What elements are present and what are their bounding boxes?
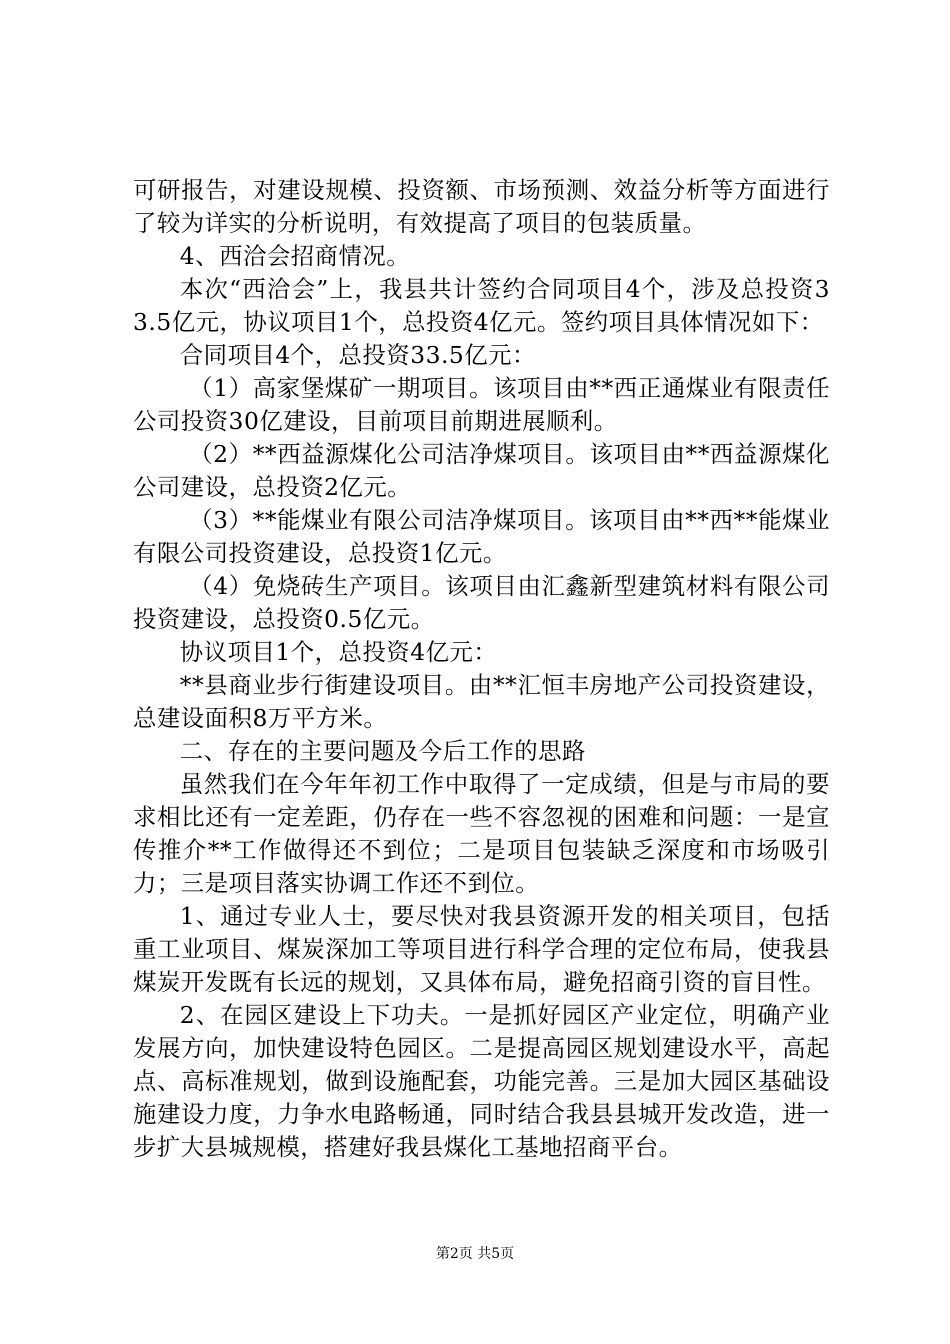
- paragraph-fair-summary: 本次“西洽会”上，我县共计签约合同项目4个，涉及总投资33.5亿元，协议项目1个，总投资4亿元。签约项目具体情况如下：: [133, 275, 830, 336]
- paragraph-measure-1: 1、通过专业人士，要尽快对我县资源开发的相关项目，包括重工业项目、煤炭深加工等项目进行科学合理的定位布局，使我县煤炭开发既有长远的规划，又具体布局，避免招商引资的盲目性。: [133, 902, 830, 996]
- paragraph-pedestrian-street: **县商业步行街建设项目。由**汇恒丰房地产公司投资建设，总建设面积8万平方米。: [133, 671, 830, 732]
- paragraph-contract-projects: 合同项目4个，总投资33.5亿元：: [179, 341, 536, 369]
- page-number-footer: 第2页 共5页: [435, 1246, 515, 1262]
- heading-western-fair-investment: 4、西洽会招商情况。: [179, 242, 411, 270]
- paragraph-problems: 虽然我们在今年年初工作中取得了一定成绩，但是与市局的要求相比还有一定差距，仍存在一些不容忽视的困难和问题：一是宣传推介**工作做得还不到位；二是项目包装缺乏深度和市场吸引力；三是项目落实协调工作还不到位。: [133, 770, 830, 897]
- section-heading-problems: 二、存在的主要问题及今后工作的思路: [179, 737, 586, 765]
- list-item-project-1: （1）高家堡煤矿一期项目。该项目由**西正通煤业有限责任公司投资30亿建设，目前项目前期进展顺利。: [133, 374, 830, 435]
- list-item-project-4: （4）免烧砖生产项目。该项目由汇鑫新型建筑材料有限公司投资建设，总投资0.5亿元。: [133, 572, 830, 633]
- document-body: [133, 174, 830, 1164]
- list-item-project-3: （3）**能煤业有限公司洁净煤项目。该项目由**西**能煤业有限公司投资建设，总投资1亿元。: [133, 506, 830, 567]
- list-item-project-2: （2）**西益源煤化公司洁净煤项目。该项目由**西益源煤化公司建设，总投资2亿元。: [133, 440, 830, 501]
- paragraph-measure-2: 2、在园区建设上下功夫。一是抓好园区产业定位，明确产业发展方向，加快建设特色园区。二是提高园区规划建设水平，高起点、高标准规划，做到设施配套，功能完善。三是加大园区基础设施建设力度，力争水电路畅通，同时结合我县县城开发改造，进一步扩大县城规模，搭建好我县煤化工基地招商平台。: [133, 1001, 830, 1161]
- paragraph-agreement-projects: 协议项目1个，总投资4亿元：: [179, 638, 498, 666]
- paragraph-feasibility-report: 可研报告，对建设规模、投资额、市场预测、效益分析等方面进行了较为详实的分析说明，有效提高了项目的包装质量。: [133, 176, 830, 237]
